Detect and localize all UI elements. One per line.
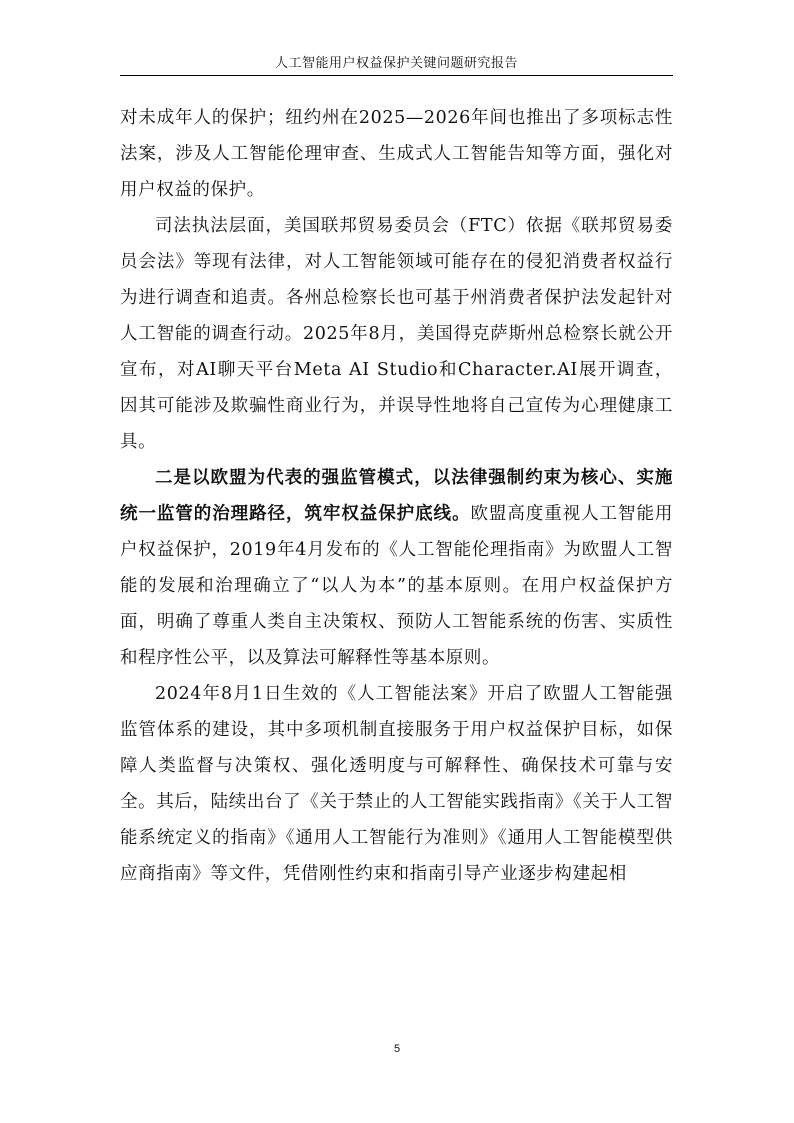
paragraph-continuation: 对未成年人的保护；纽约州在2025—2026年间也推出了多项标志性法案，涉及人工智能伦理审查、生成式人工智能告知等方面，强化对用户权益的保护。	[120, 108, 673, 200]
header-divider	[120, 75, 673, 76]
report-body	[120, 100, 673, 892]
page-number: 5	[393, 1043, 401, 1055]
paragraph-ai-act: 2024年8月1日生效的《人工智能法案》开启了欧盟人工智能强监管体系的建设，其中多项机制直接服务于用户权益保护目标，如保障人类监督与决策权、强化透明度与可解释性、确保技术可靠与安全。其后，陆续出台了《关于禁止的人工智能实践指南》《关于人工智能系统定义的指南》《通用人工智能行为准则》《通用人工智能模型供应商指南》等文件，凭借刚性约束和指南引导产业逐步构建起相	[120, 684, 673, 884]
paragraph-eu-model-text: 欧盟高度重视人工智能用户权益保护，2019年4月发布的《人工智能伦理指南》为欧盟人工智能的发展和治理确立了“以人为本”的基本原则。在用户权益保护方面，明确了尊重人类自主决策权、预防人工智能系统的伤害、实质性和程序性公平，以及算法可解释性等基本原则。	[120, 504, 674, 668]
paragraph-eu-model-heading: 二是以欧盟为代表的强监管模式，以法律强制约束为核心、实施统一监管的治理路径，筑牢权益保护底线。	[120, 468, 673, 524]
paragraph-eu-model	[120, 460, 673, 676]
paragraph-judicial-enforcement: 司法执法层面，美国联邦贸易委员会（FTC）依据《联邦贸易委员会法》等现有法律，对人工智能领域可能存在的侵犯消费者权益行为进行调查和追责。各州总检察长也可基于州消费者保护法发起针对人工智能的调查行动。2025年8月，美国得克萨斯州总检察长就公开宣布，对AI聊天平台Meta AI Studio和Character.AI展开调查，因其可能涉及欺骗性商业行为，并误导性地将自己宣传为心理健康工具。	[120, 216, 673, 452]
page-header-title: 人工智能用户权益保护关键问题研究报告	[274, 56, 518, 71]
